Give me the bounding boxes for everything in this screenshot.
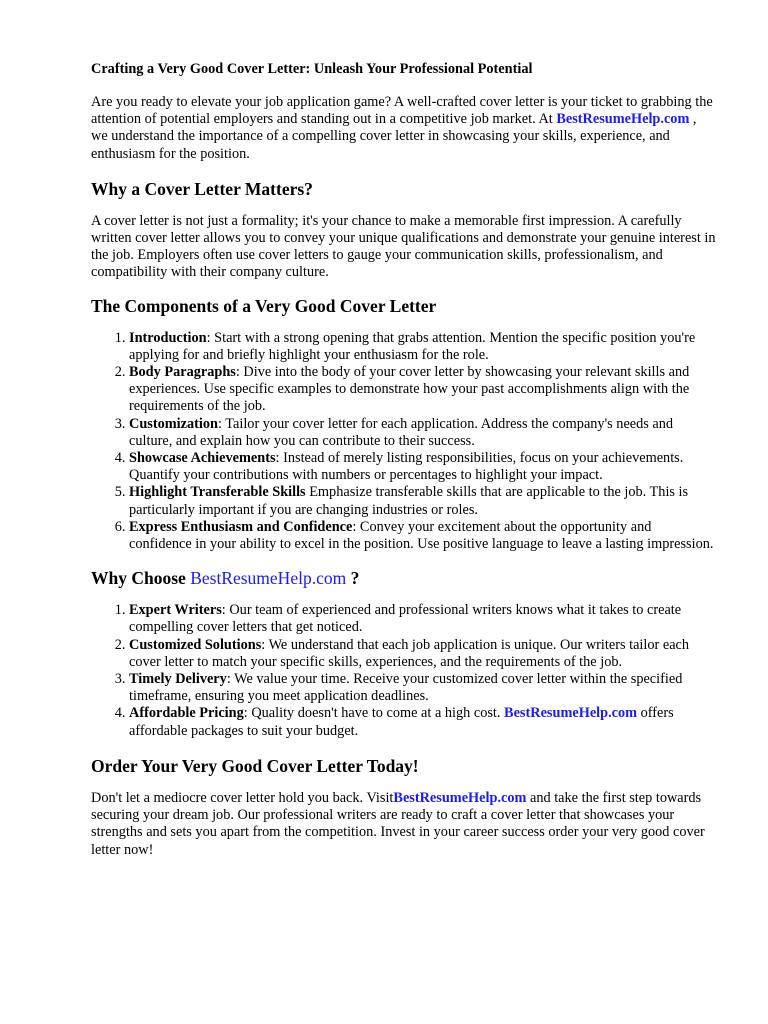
list-item-text: Start with a strong opening that grabs attention. Mention the specific position you're applying for and briefly highlight your enthusiasm for the role. [129, 329, 696, 363]
list-item [129, 330, 716, 364]
list-item-sep: : [217, 415, 222, 432]
intro-text-after: , we understand the importance of a compelling cover letter in showcasing your skills, experience, and enthusiasm for the position. [91, 111, 697, 162]
list-item-term: Timely Delivery [129, 671, 227, 688]
intro-text-before: Are you ready to elevate your job application game? A well-crafted cover letter is your ticket to grabbing the attention of potential employers and standing out in a competitive job market. At [91, 94, 713, 128]
heading-why-choose-suffix: ? [346, 568, 360, 589]
list-item-term: Customization [129, 415, 218, 432]
list-item-text: Emphasize transferable skills that are applicable to the job. This is particularly important if you are changing industries or roles. [129, 484, 689, 518]
heading-link-bestresumehelp[interactable]: BestResumeHelp.com [190, 568, 347, 589]
list-item-text: Quality doesn't have to come at a high cost. [247, 705, 505, 722]
heading-why-choose [91, 568, 716, 589]
order-text-after: and take the first step towards securing your dream job. Our professional writers are ready to craft a cover letter that showcases your strengths and sets you apart from the competition. Invest in your career success order your very good cover letter now! [91, 789, 705, 858]
list-item-term: Body Paragraphs [129, 364, 236, 381]
list-item-text: Dive into the body of your cover letter by showcasing your relevant skills and experiences. Use specific examples to demonstrate how your past accomplishments align with the requirements of the job. [129, 364, 690, 415]
list-item-text: Instead of merely listing responsibilities, focus on your achievements. Quantify your contributions with numbers or percentages to highlight your impact. [129, 450, 684, 484]
list-item-sep: : [261, 636, 266, 653]
order-link-bestresumehelp[interactable]: BestResumeHelp.com [393, 789, 527, 806]
list-item-text: We value your time. Receive your customized cover letter within the specified timeframe, ensuring you meet application deadlines. [129, 671, 683, 705]
list-item [129, 519, 716, 553]
list-item-text: Our team of experienced and professional writers knows what it takes to create compelling cover letters that get noticed. [129, 602, 682, 636]
order-paragraph [91, 790, 716, 859]
list-item [129, 602, 716, 636]
list-item-sep: : [226, 671, 231, 688]
pricing-link-bestresumehelp[interactable]: BestResumeHelp.com [504, 705, 638, 722]
list-item-sep: : [235, 364, 240, 381]
list-item-term: Expert Writers [129, 602, 222, 619]
components-list [91, 330, 716, 554]
list-item-text: Tailor your cover letter for each application. Address the company's needs and culture, and explain how you can contribute to their success. [129, 415, 674, 449]
list-item-sep: : [352, 518, 357, 535]
list-item [129, 637, 716, 671]
intro-link-bestresumehelp[interactable]: BestResumeHelp.com [556, 111, 690, 128]
list-item-text: We understand that each job application is unique. Our writers tailor each cover letter to match your specific skills, experiences, and the requirements of the job. [129, 636, 690, 670]
choose-list [91, 602, 716, 740]
list-item-text-after: offers affordable packages to suit your budget. [129, 705, 674, 739]
order-text-before: Don't let a mediocre cover letter hold you back. Visit [91, 789, 394, 806]
list-item-term: Introduction [129, 329, 207, 346]
list-item-term: Customized Solutions [129, 636, 262, 653]
list-item-text: Convey your excitement about the opportunity and confidence in your ability to excel in the position. Use positive language to leave a lasting impression. [129, 518, 714, 553]
list-item [129, 705, 716, 739]
list-item-sep: : [221, 602, 226, 619]
heading-why-cover-letter: Why a Cover Letter Matters? [91, 178, 313, 199]
list-item [129, 364, 716, 416]
heading-why-choose-text: Why Choose [91, 568, 191, 589]
list-item-term: Affordable Pricing [129, 705, 244, 722]
list-item [129, 416, 716, 450]
list-item-term: Highlight Transferable Skills [129, 484, 306, 501]
list-item [129, 450, 716, 484]
heading-components: The Components of a Very Good Cover Letter [91, 295, 437, 316]
list-item [129, 484, 716, 518]
list-item-term: Showcase Achievements [129, 450, 276, 467]
list-item-term: Express Enthusiasm and Confidence [129, 518, 353, 535]
list-item [129, 671, 716, 705]
list-item-sep: : [275, 450, 280, 467]
list-item-sep: : [206, 329, 211, 346]
why-paragraph: A cover letter is not just a formality; it's your chance to make a memorable first impression. A carefully written cover letter allows you to convey your unique qualifications and demonstrate your genuine interest in the job. Employers often use cover letters to gauge your communication skills, professionalism, and compatibility with their company culture. [91, 212, 716, 281]
heading-order: Order Your Very Good Cover Letter Today! [91, 755, 419, 776]
intro-paragraph [91, 94, 716, 163]
document-title: Crafting a Very Good Cover Letter: Unleash Your Professional Potential [91, 61, 533, 77]
list-item-sep: : [243, 705, 248, 722]
